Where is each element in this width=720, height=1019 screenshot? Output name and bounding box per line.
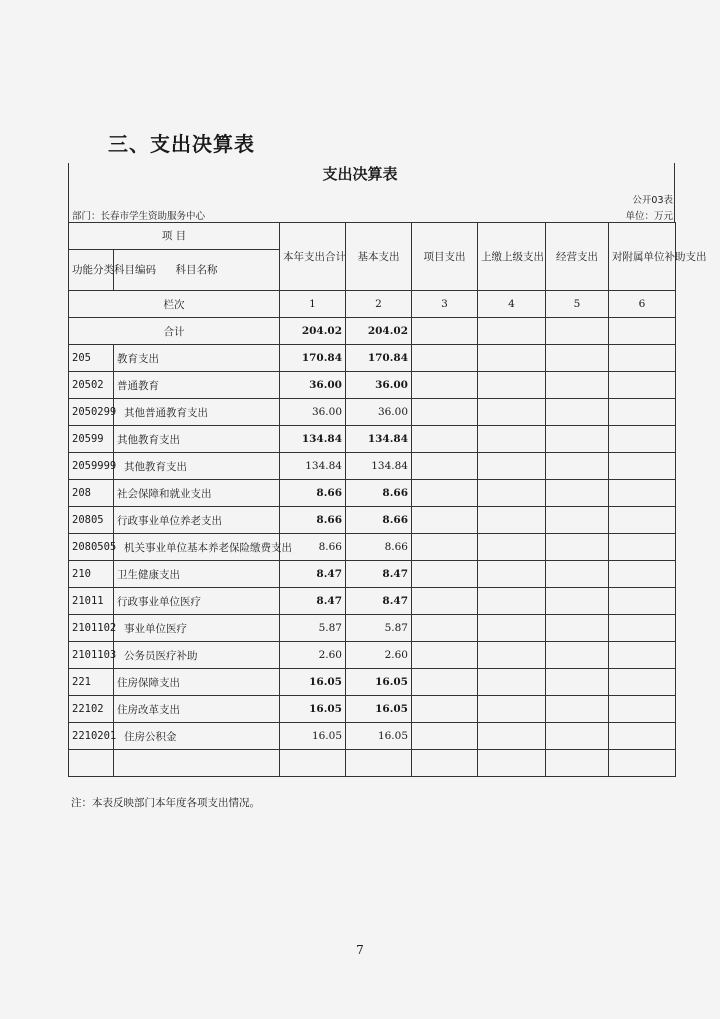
- total-value: 204.02: [280, 318, 346, 345]
- row-code: 208: [69, 480, 114, 507]
- unit-label: 单位：万元: [625, 211, 673, 222]
- header-name: 科目名称: [114, 250, 280, 291]
- header-row-1: [69, 223, 676, 250]
- row-value: [412, 534, 478, 561]
- row-value: [546, 696, 609, 723]
- row-value: [478, 588, 546, 615]
- column-index-label: 栏次: [69, 291, 280, 318]
- column-number: 4: [478, 291, 546, 318]
- row-value: 8.66: [346, 480, 412, 507]
- row-name: 住房公积金: [114, 723, 280, 750]
- row-value: 8.66: [346, 507, 412, 534]
- row-code: 210: [69, 561, 114, 588]
- row-name: 教育支出: [114, 345, 280, 372]
- header-col-basic: 基本支出: [346, 223, 412, 291]
- row-value: 16.05: [346, 669, 412, 696]
- row-value: [546, 723, 609, 750]
- row-value: 134.84: [346, 426, 412, 453]
- header-item: 项 目: [69, 223, 280, 250]
- row-code: [69, 750, 114, 777]
- row-name: 其他教育支出: [114, 453, 280, 480]
- header-col-subsidy: 对附属单位补助支出: [609, 223, 676, 291]
- row-value: 134.84: [346, 453, 412, 480]
- row-value: 8.47: [280, 588, 346, 615]
- row-value: [346, 750, 412, 777]
- table-row: [69, 669, 676, 696]
- row-value: [546, 534, 609, 561]
- row-code: 2101103: [69, 642, 114, 669]
- row-value: [609, 723, 676, 750]
- row-value: [412, 399, 478, 426]
- column-number: 3: [412, 291, 478, 318]
- row-value: [412, 426, 478, 453]
- row-name: 事业单位医疗: [114, 615, 280, 642]
- row-value: [609, 750, 676, 777]
- department-label: 部门：长春市学生资助服务中心: [72, 211, 206, 222]
- row-value: 2.60: [346, 642, 412, 669]
- row-value: 8.66: [346, 534, 412, 561]
- row-value: [478, 345, 546, 372]
- table-row: [69, 453, 676, 480]
- row-value: 16.05: [346, 696, 412, 723]
- row-value: [609, 453, 676, 480]
- table-row: [69, 480, 676, 507]
- row-value: 36.00: [346, 399, 412, 426]
- header-col-operating: 经营支出: [546, 223, 609, 291]
- table-row: [69, 615, 676, 642]
- row-value: [478, 696, 546, 723]
- row-name: [114, 750, 280, 777]
- total-value: 204.02: [346, 318, 412, 345]
- row-code: 20502: [69, 372, 114, 399]
- row-value: [609, 507, 676, 534]
- table-note: 注：本表反映部门本年度各项支出情况。: [71, 797, 260, 809]
- row-name: 其他普通教育支出: [114, 399, 280, 426]
- column-index-row: [69, 291, 676, 318]
- row-value: 8.47: [346, 588, 412, 615]
- row-value: [609, 615, 676, 642]
- row-value: [478, 534, 546, 561]
- row-value: [609, 426, 676, 453]
- row-code: 20805: [69, 507, 114, 534]
- row-code: 22102: [69, 696, 114, 723]
- row-value: 36.00: [280, 399, 346, 426]
- row-value: 134.84: [280, 426, 346, 453]
- row-code: 2050299: [69, 399, 114, 426]
- row-value: [412, 723, 478, 750]
- row-name: 卫生健康支出: [114, 561, 280, 588]
- column-number: 6: [609, 291, 676, 318]
- row-value: [546, 345, 609, 372]
- row-value: [609, 561, 676, 588]
- row-code: 2059999: [69, 453, 114, 480]
- row-value: 5.87: [280, 615, 346, 642]
- header-col-remit: 上缴上级支出: [478, 223, 546, 291]
- row-value: [546, 399, 609, 426]
- row-code: 205: [69, 345, 114, 372]
- total-value: [412, 318, 478, 345]
- row-value: 36.00: [280, 372, 346, 399]
- row-name: 住房保障支出: [114, 669, 280, 696]
- row-value: [546, 480, 609, 507]
- page-number: 7: [356, 943, 364, 957]
- row-value: 8.47: [346, 561, 412, 588]
- row-value: 8.66: [280, 480, 346, 507]
- row-name: 社会保障和就业支出: [114, 480, 280, 507]
- row-name: 公务员医疗补助: [114, 642, 280, 669]
- row-value: [546, 750, 609, 777]
- row-value: [478, 399, 546, 426]
- row-value: [546, 561, 609, 588]
- row-value: [478, 642, 546, 669]
- row-value: [609, 345, 676, 372]
- row-value: [412, 480, 478, 507]
- row-value: [546, 426, 609, 453]
- row-code: 2080505: [69, 534, 114, 561]
- table-row: [69, 642, 676, 669]
- row-value: [609, 669, 676, 696]
- row-value: [412, 372, 478, 399]
- row-name: 行政事业单位养老支出: [114, 507, 280, 534]
- row-value: [609, 642, 676, 669]
- row-code: 2210201: [69, 723, 114, 750]
- table-row: [69, 426, 676, 453]
- table-title: 支出决算表: [322, 165, 398, 183]
- row-value: 36.00: [346, 372, 412, 399]
- header-col-project: 项目支出: [412, 223, 478, 291]
- expenditure-table: [68, 222, 707, 777]
- section-heading: 三、支出决算表: [108, 132, 255, 156]
- table-row: [69, 696, 676, 723]
- row-value: [546, 372, 609, 399]
- row-value: [478, 615, 546, 642]
- row-value: 16.05: [346, 723, 412, 750]
- row-value: 134.84: [280, 453, 346, 480]
- row-code: 21011: [69, 588, 114, 615]
- row-value: 16.05: [280, 696, 346, 723]
- row-name: 行政事业单位医疗: [114, 588, 280, 615]
- column-number: 2: [346, 291, 412, 318]
- row-value: [609, 480, 676, 507]
- column-number: 5: [546, 291, 609, 318]
- header-col-total: 本年支出合计: [280, 223, 346, 291]
- table-row: [69, 588, 676, 615]
- total-row: [69, 318, 676, 345]
- row-value: 170.84: [346, 345, 412, 372]
- table-row: [69, 399, 676, 426]
- row-value: 170.84: [280, 345, 346, 372]
- row-value: [546, 669, 609, 696]
- table-row: [69, 534, 676, 561]
- column-number: 1: [280, 291, 346, 318]
- row-value: 2.60: [280, 642, 346, 669]
- row-value: [412, 345, 478, 372]
- row-value: [412, 750, 478, 777]
- row-value: [280, 750, 346, 777]
- row-code: 221: [69, 669, 114, 696]
- row-value: 5.87: [346, 615, 412, 642]
- row-code: 20599: [69, 426, 114, 453]
- row-value: [478, 507, 546, 534]
- row-value: [478, 426, 546, 453]
- table-row: [69, 750, 676, 777]
- table-row: [69, 561, 676, 588]
- row-value: [478, 480, 546, 507]
- row-value: [478, 372, 546, 399]
- row-value: [546, 642, 609, 669]
- row-value: [412, 588, 478, 615]
- row-value: [609, 696, 676, 723]
- row-name: 住房改革支出: [114, 696, 280, 723]
- row-value: [478, 669, 546, 696]
- row-value: [478, 723, 546, 750]
- row-name: 其他教育支出: [114, 426, 280, 453]
- row-value: [412, 669, 478, 696]
- row-value: [609, 372, 676, 399]
- table-row: [69, 345, 676, 372]
- row-value: [546, 615, 609, 642]
- row-value: [546, 588, 609, 615]
- row-name: 普通教育: [114, 372, 280, 399]
- row-value: [478, 453, 546, 480]
- row-value: [609, 588, 676, 615]
- row-value: 8.66: [280, 507, 346, 534]
- row-value: [412, 561, 478, 588]
- row-value: [546, 453, 609, 480]
- row-value: [412, 642, 478, 669]
- total-value: [546, 318, 609, 345]
- total-value: [478, 318, 546, 345]
- table-row: [69, 507, 676, 534]
- table-row: [69, 723, 676, 750]
- row-value: 8.47: [280, 561, 346, 588]
- row-value: [412, 453, 478, 480]
- row-value: [412, 507, 478, 534]
- row-code: 2101102: [69, 615, 114, 642]
- total-value: [609, 318, 676, 345]
- row-value: [478, 750, 546, 777]
- row-value: [609, 534, 676, 561]
- row-value: [609, 399, 676, 426]
- row-value: [546, 507, 609, 534]
- row-value: 8.66: [280, 534, 346, 561]
- header-code: 功能分类科目编码: [69, 250, 114, 291]
- form-code: 公开03表: [632, 195, 673, 206]
- row-value: 16.05: [280, 669, 346, 696]
- row-value: 16.05: [280, 723, 346, 750]
- row-value: [412, 696, 478, 723]
- row-name: 机关事业单位基本养老保险缴费支出: [114, 534, 280, 561]
- row-value: [478, 561, 546, 588]
- total-label: 合计: [69, 318, 280, 345]
- row-value: [412, 615, 478, 642]
- table-row: [69, 372, 676, 399]
